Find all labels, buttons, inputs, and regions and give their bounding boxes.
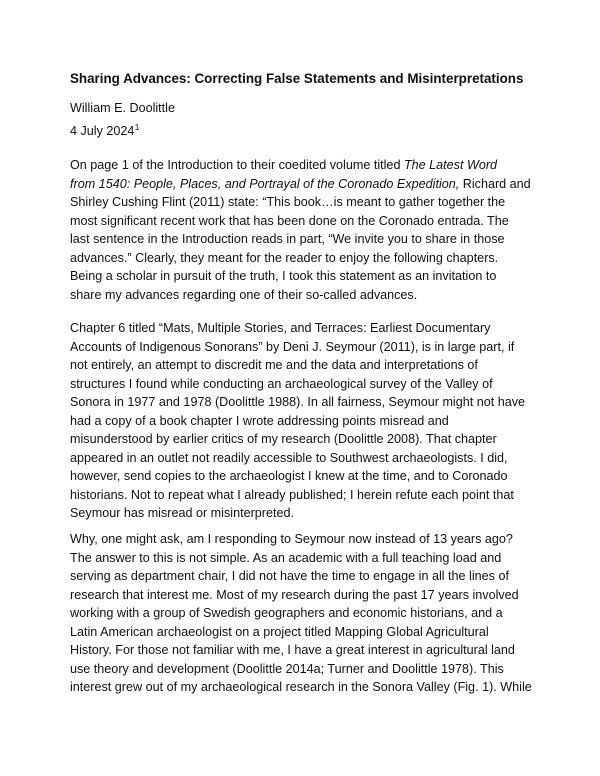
text-run: Being a scholar in pursuit of the truth, I took this statement as an invitation to <box>70 269 497 283</box>
text-run: structures I found while conducting an archaeological survey of the Valley of <box>70 376 493 391</box>
text-run: Latin American archaeologist on a project titled Mapping Global Agricultural <box>70 624 489 639</box>
paragraph-line <box>70 586 532 605</box>
text-run: last sentence in the Introduction reads in part, “We invite you to share in those <box>70 232 505 246</box>
document-meta <box>70 99 175 141</box>
paragraph-line <box>70 449 525 468</box>
text-run: Accounts of Indigenous Sonorans” by Deni J. Seymour (2011), is in large part, if <box>70 339 515 354</box>
text-run: advances.” Clearly, they meant for the reader to enjoy the following chapters. <box>70 250 499 265</box>
text-run: misunderstood by earlier critics of my research (Doolittle 2008). That chapter <box>70 432 497 446</box>
paragraph-line <box>70 393 525 412</box>
text-run: Seymour has misread or misinterpreted. <box>70 506 294 520</box>
paragraph-line <box>70 230 531 249</box>
text-run: working with a group of Swedish geographers and economic historians, and a <box>70 606 503 620</box>
paragraph-line <box>70 678 532 697</box>
paragraph-line <box>70 660 532 679</box>
paragraph-line <box>70 504 525 523</box>
paragraph-line <box>70 412 525 431</box>
paragraph-line <box>70 530 532 549</box>
text-run: History. For those not familiar with me, I have a great interest in agricultural land <box>70 643 515 657</box>
paragraph-line <box>70 567 532 586</box>
paragraph-line <box>70 249 531 268</box>
text-run: The answer to this is not simple. As an academic with a full teaching load and <box>70 550 502 565</box>
text-run: appeared in an outlet not readily accessible to Southwest archaeologists. I did, <box>70 450 508 465</box>
author-name: William E. Doolittle <box>70 101 175 115</box>
paragraph-line <box>70 175 531 194</box>
document-date-line <box>70 118 175 141</box>
paragraph-line <box>70 338 525 357</box>
italic-text: from 1540: People, Places, and Portrayal of the Coronado Expedition, <box>70 176 460 191</box>
paragraph-line <box>70 212 531 231</box>
text-run: had a copy of a book chapter I wrote addressing points misread and <box>70 413 449 428</box>
text-run: Why, one might ask, am I responding to Seymour now instead of 13 years ago? <box>70 532 513 546</box>
paragraph-line <box>70 319 525 338</box>
body-paragraph-3 <box>70 530 532 697</box>
footnote-mark: 1 <box>134 123 140 132</box>
paragraph-line <box>70 356 525 375</box>
text-run: not entirely, an attempt to discredit me and the data and interpretations of <box>70 358 478 372</box>
text-run: Richard and <box>459 176 531 191</box>
text-run: share my advances regarding one of their so-called advances. <box>70 287 418 302</box>
text-run: serving as department chair, I did not have the time to engage in all the lines of <box>70 569 509 583</box>
text-run: however, send copies to the archaeologist I knew at the time, and to Coronado <box>70 469 508 483</box>
text-run: use theory and development (Doolittle 2014a; Turner and Doolittle 1978). This <box>70 661 504 676</box>
paragraph-line <box>70 486 525 505</box>
paragraph-line <box>70 193 531 212</box>
paragraph-line <box>70 549 532 568</box>
paragraph-line <box>70 641 532 660</box>
body-paragraph-1 <box>70 156 531 304</box>
paragraph-line <box>70 430 525 449</box>
paragraph-line <box>70 286 531 305</box>
text-run: On page 1 of the Introduction to their coedited volume titled <box>70 158 404 172</box>
paragraph-line <box>70 623 532 642</box>
paragraph-line <box>70 604 532 623</box>
paragraph-line <box>70 267 531 286</box>
italic-text: The Latest Word <box>403 158 498 172</box>
text-run: interest grew out of my archaeological research in the Sonora Valley (Fig. 1). While <box>70 680 532 694</box>
text-run: research that interest me. Most of my research during the past 17 years involved <box>70 587 519 602</box>
text-run: Chapter 6 titled “Mats, Multiple Stories, and Terraces: Earliest Documentary <box>70 321 491 335</box>
body-paragraph-2 <box>70 319 525 523</box>
document-title: Sharing Advances: Correcting False Statements and Misinterpretations <box>70 71 524 86</box>
document-date: 4 July 2024 <box>70 124 135 138</box>
text-run: most significant recent work that has been done on the Coronado entrada. The <box>70 213 509 228</box>
text-run: Sonora in 1977 and 1978 (Doolittle 1988). In all fairness, Seymour might not have <box>70 395 526 409</box>
paragraph-line <box>70 467 525 486</box>
text-run: historians. Not to repeat what I already published; I herein refute each point that <box>70 487 514 502</box>
text-run: Shirley Cushing Flint (2011) state: “This book…is meant to gather together the <box>70 195 506 209</box>
paragraph-line <box>70 375 525 394</box>
paragraph-line <box>70 156 531 175</box>
